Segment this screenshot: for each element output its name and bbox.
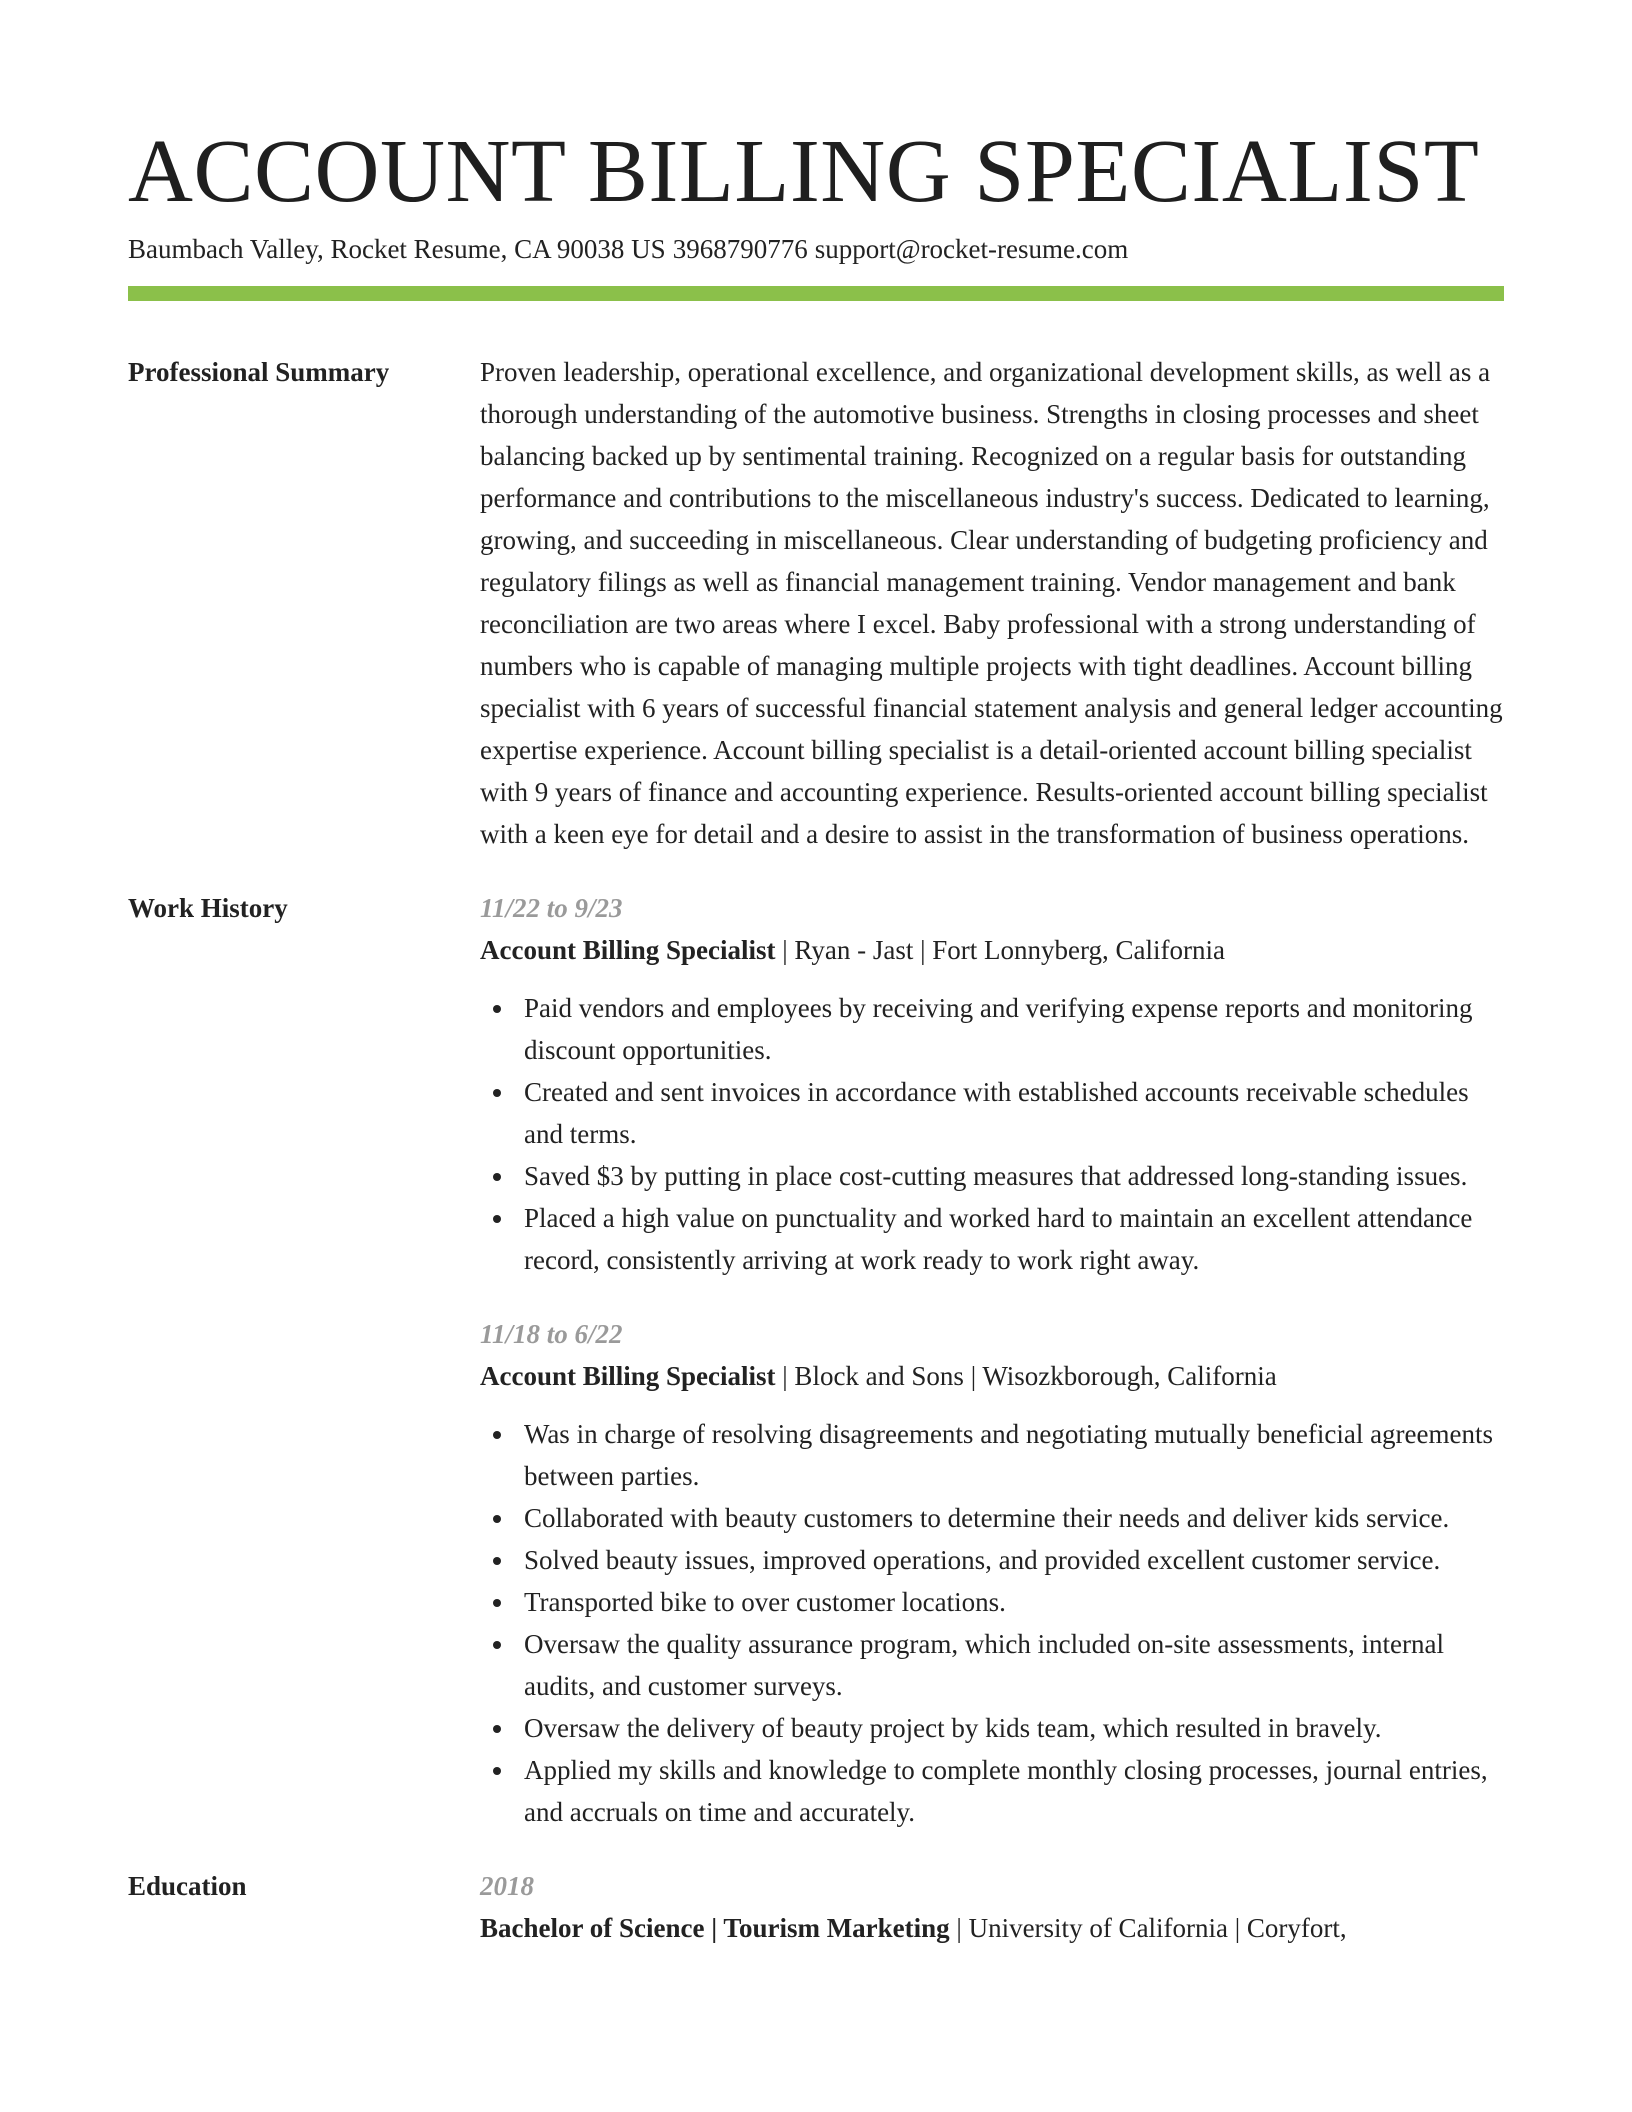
job-details: | Block and Sons | Wisozkborough, California [775, 1361, 1277, 1391]
job-details: | Ryan - Jast | Fort Lonnyberg, California [775, 935, 1225, 965]
job-dates: 11/18 to 6/22 [480, 1319, 623, 1349]
education-degree: Bachelor of Science | Tourism Marketing [480, 1913, 950, 1943]
section-work-history [128, 887, 1504, 1865]
list-item: Oversaw the quality assurance program, which included on-site assessments, internal audits, and customer surveys. [480, 1623, 1504, 1707]
resume-title: ACCOUNT BILLING SPECIALIST [128, 122, 1480, 221]
list-item: Placed a high value on punctuality and worked hard to maintain an excellent attendance record, consistently arriving at work ready to work right away. [480, 1197, 1504, 1281]
job-entry [480, 887, 1504, 1281]
work-history-list [480, 887, 1504, 1865]
list-item: Solved beauty issues, improved operations, and provided excellent customer service. [480, 1539, 1504, 1581]
section-professional-summary [128, 351, 1504, 855]
section-education [128, 1865, 1504, 1949]
list-item: Applied my skills and knowledge to complete monthly closing processes, journal entries, and accruals on time and accurately. [480, 1749, 1504, 1833]
summary-text: Proven leadership, operational excellence, and organizational development skills, as well as a thorough understanding of the automotive business. Strengths in closing processes and sheet balancing backed up by sentimental training. Recognized on a regular basis for outstanding performance and contributions to the miscellaneous industry's success. Dedicated to learning, growing, and succeeding in miscellaneous. Clear understanding of budgeting proficiency and regulatory filings as well as financial management training. Vendor management and bank reconciliation are two areas where I excel. Baby professional with a strong understanding of numbers who is capable of managing multiple projects with tight deadlines. Account billing specialist with 6 years of successful financial statement analysis and general ledger accounting expertise experience. Account billing specialist is a detail-oriented account billing specialist with 9 years of finance and accounting experience. Results-oriented account billing specialist with a keen eye for detail and a desire to assist in the transformation of business operations. [480, 357, 1503, 849]
job-title-line [480, 1355, 1504, 1397]
section-label: Education [128, 1871, 247, 1901]
job-bullets [480, 987, 1504, 1281]
contact-line [128, 232, 1128, 266]
list-item: Was in charge of resolving disagreements and negotiating mutually beneficial agreements between parties. [480, 1413, 1504, 1497]
education-title-line [480, 1907, 1504, 1949]
list-item: Transported bike to over customer locations. [480, 1581, 1504, 1623]
contact-address: Baumbach Valley, Rocket Resume, CA 90038 US [128, 234, 666, 264]
contact-phone: 3968790776 [672, 234, 808, 264]
list-item: Saved $3 by putting in place cost-cutting measures that addressed long-standing issues. [480, 1155, 1504, 1197]
job-bullets [480, 1413, 1504, 1833]
education-entry [480, 1865, 1504, 1949]
section-label: Work History [128, 893, 288, 923]
list-item: Collaborated with beauty customers to determine their needs and deliver kids service. [480, 1497, 1504, 1539]
contact-email: support@rocket-resume.com [814, 234, 1129, 264]
education-details: | University of California | Coryfort, [949, 1913, 1347, 1943]
job-entry [480, 1313, 1504, 1833]
section-label: Professional Summary [128, 357, 390, 387]
list-item: Created and sent invoices in accordance with established accounts receivable schedules and terms. [480, 1071, 1504, 1155]
header-divider [128, 286, 1504, 301]
education-dates: 2018 [480, 1871, 534, 1901]
job-role: Account Billing Specialist [480, 1361, 776, 1391]
job-title-line [480, 929, 1504, 971]
list-item: Paid vendors and employees by receiving and verifying expense reports and monitoring discount opportunities. [480, 987, 1504, 1071]
job-role: Account Billing Specialist [480, 935, 776, 965]
resume-sections [128, 351, 1504, 1949]
list-item: Oversaw the delivery of beauty project by kids team, which resulted in bravely. [480, 1707, 1504, 1749]
job-dates: 11/22 to 9/23 [480, 893, 623, 923]
